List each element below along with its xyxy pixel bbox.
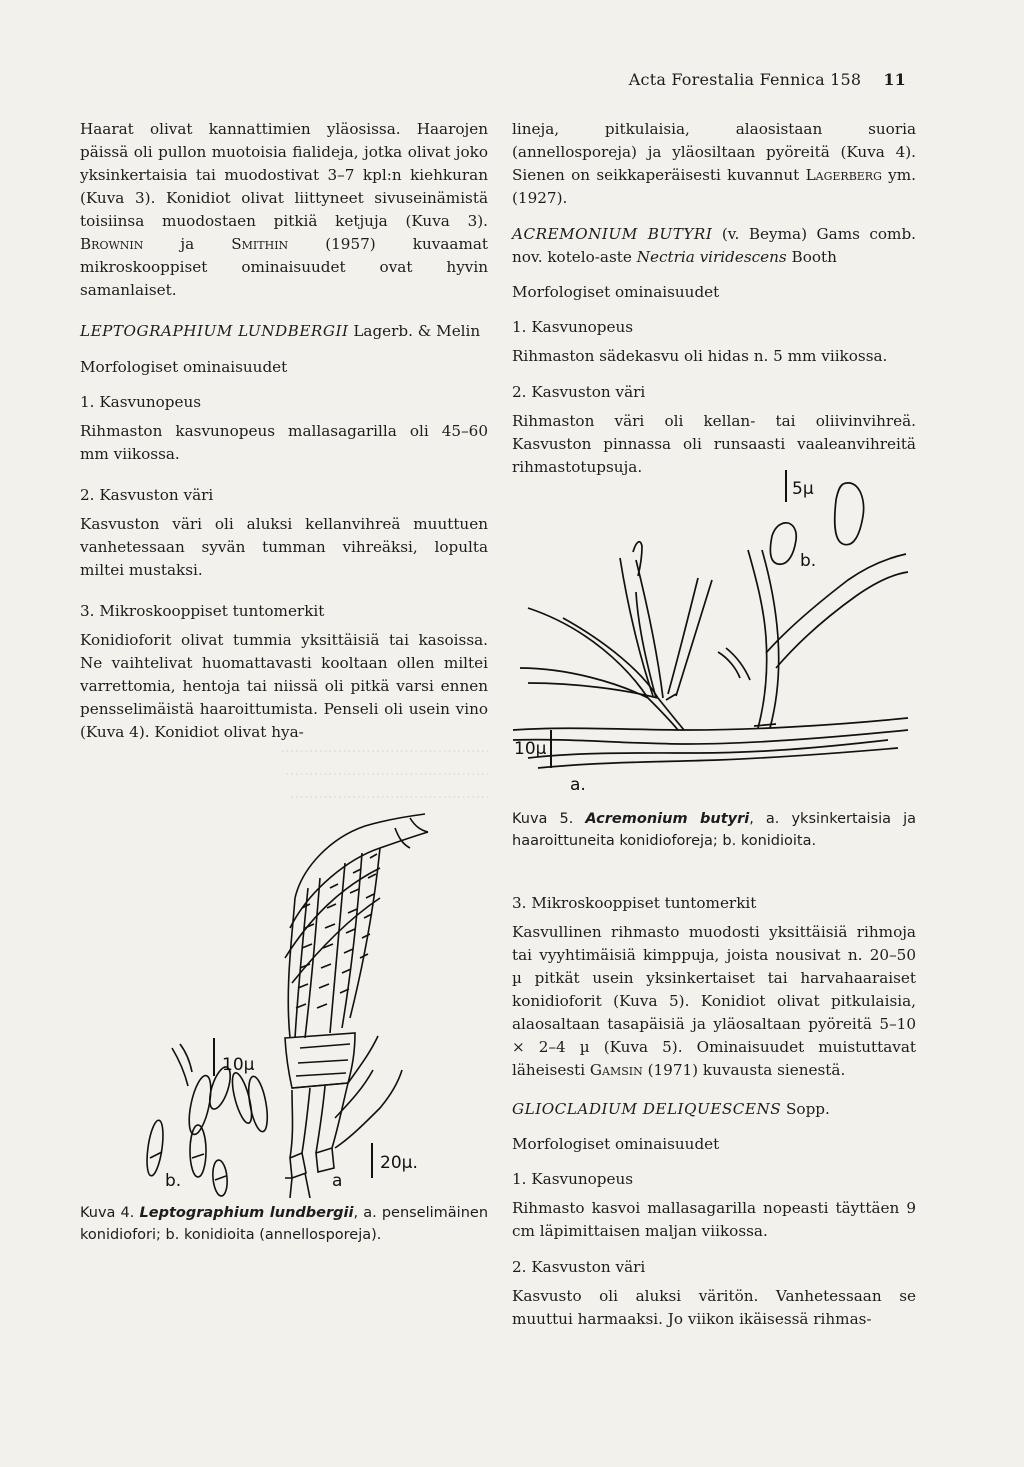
- species-authority: (v. Beyma) Gams comb. nov. kotelo-aste: [512, 225, 917, 266]
- paragraph: lineja, pitkulaisia, alaosistaan suoria (annellosporeja) ja yläosiltaan pyöreitä (Kuva 4). Sienen on seikkaperäisesti kuvannut Lagerberg ym. (1927).: [512, 120, 916, 207]
- paragraph: Konidioforit olivat tummia yksittäisiä tai kasoissa. Ne vaihtelivat huomattavasti kooltaan ollen miltei varrettomia, hentoja tai niissä oli pitkä varsi ennen pensselimäistä haaroittumista. Penseli oli usein vino (Kuva 4). Konidiot olivat hya-: [80, 631, 488, 741]
- subsection-heading: 1. Kasvunopeus: [512, 1170, 634, 1188]
- teleomorph-authority: Booth: [791, 248, 837, 266]
- subsection-heading: 2. Kasvuston väri: [512, 383, 646, 401]
- author-name: Brownin: [80, 235, 144, 253]
- scale-label-20: 20µ.: [380, 1153, 418, 1173]
- figure-4-caption: [80, 1202, 488, 1246]
- right-column-lower: [512, 880, 916, 1344]
- figure-5-drawing: [508, 468, 916, 798]
- panel-label-b: b.: [165, 1171, 182, 1191]
- scale-label-10: 10µ: [514, 739, 547, 759]
- section-heading: Morfologiset ominaisuudet: [512, 283, 720, 301]
- bleed-through-text: ············································ ··········································· ··········································: [280, 742, 490, 806]
- subsection-heading: 1. Kasvunopeus: [80, 393, 202, 411]
- figure-4-drawing: [80, 808, 500, 1198]
- paragraph: Kasvusto oli aluksi väritön. Vanhetessaan se muuttui harmaaksi. Jo viikon ikäisessä rihmas-: [512, 1287, 916, 1328]
- author-name: Lagerberg: [805, 166, 882, 184]
- figure-5: [508, 468, 916, 798]
- caption-species: Acremonium butyri: [585, 811, 750, 827]
- species-heading: [512, 1098, 916, 1121]
- scale-label-5: 5µ: [792, 479, 814, 499]
- journal-title: Acta Forestalia Fennica 158: [628, 70, 862, 89]
- caption-prefix: Kuva 4.: [80, 1205, 135, 1221]
- panel-label-a: a: [332, 1171, 343, 1191]
- paragraph: Kasvuston väri oli aluksi kellanvihreä muuttuen vanhetessaan syvän tumman vihreäksi, lopulta miltei mustaksi.: [80, 515, 488, 579]
- paragraph: Rihmaston sädekasvu oli hidas n. 5 mm viikossa.: [512, 347, 888, 365]
- caption-text: , a. penselimäinen konidiofori; b. konidioita (annellosporeja).: [80, 1205, 489, 1243]
- species-authority: Sopp.: [786, 1100, 830, 1118]
- author-name: Smithin: [231, 235, 289, 253]
- scale-label-10: 10µ: [222, 1055, 255, 1075]
- species-heading: [512, 223, 916, 269]
- subsection-heading: 3. Mikroskooppiset tuntomerkit: [80, 602, 325, 620]
- subsection-heading: 1. Kasvunopeus: [512, 318, 634, 336]
- section-heading: Morfologiset ominaisuudet: [80, 358, 288, 376]
- paragraph: Haarat olivat kannattimien yläosissa. Haarojen päissä oli pullon muotoisia fialideja, jotka olivat joko yksinkertaisia tai muodostivat 3–7 kpl:n kiehkuran (Kuva 3). Konidiot olivat liittyneet sivuseinämistä toisiinsa muodostaen pitkiä ketjuja (Kuva 3). Brownin ja Smithin (1957) kuvaamat mikroskooppiset ominaisuudet ovat hyvin samanlaiset.: [80, 120, 489, 299]
- section-heading: Morfologiset ominaisuudet: [512, 1135, 720, 1153]
- conidia-group: [770, 483, 863, 564]
- caption-species: Leptographium lundbergii: [139, 1205, 354, 1221]
- author-name: Gamsin: [589, 1061, 643, 1079]
- species-heading: [80, 320, 488, 343]
- penicillus-conidiophore: [285, 814, 428, 1198]
- paragraph: Rihmaston kasvunopeus mallasagarilla oli 45–60 mm viikossa.: [80, 422, 488, 463]
- left-column: [80, 118, 488, 757]
- species-name: LEPTOGRAPHIUM LUNDBERGII: [80, 322, 349, 340]
- figure-4: [80, 808, 500, 1198]
- caption-prefix: Kuva 5.: [512, 811, 574, 827]
- subsection-heading: 3. Mikroskooppiset tuntomerkit: [512, 894, 757, 912]
- hyphae-and-conidiophores: [513, 542, 908, 768]
- paragraph: Kasvullinen rihmasto muodosti yksittäisiä rihmoja tai vyyhtimäisiä kimppuja, joista nousivat n. 20–50 µ pitkät usein yksinkertaiset tai harvahaaraiset konidioforit (Kuva 5). Konidiot olivat pitkulaisia, alaosaltaan tasapäisiä ja yläosaltaan pyöreitä 5–10 × 2–4 µ (Kuva 5). Ominaisuudet muistuttavat läheisesti Gamsin (1971) kuvausta sienestä.: [512, 923, 916, 1079]
- figure-5-caption: [512, 808, 916, 852]
- subsection-heading: 2. Kasvuston väri: [512, 1258, 646, 1276]
- caption-text: , a. yksinkertaisia ja haaroittuneita konidioforeja; b. konidioita.: [512, 811, 917, 849]
- species-name: GLIOCLADIUM DELIQUESCENS: [512, 1100, 782, 1118]
- subsection-heading: 2. Kasvuston väri: [80, 486, 214, 504]
- running-header: [0, 70, 906, 89]
- panel-label-a: a.: [570, 775, 586, 795]
- paragraph: Rihmaston väri oli kellan- tai oliivinvihreä. Kasvuston pinnassa oli runsaasti vaaleanvihreitä rihmastotupsuja.: [512, 412, 916, 476]
- panel-label-b: b.: [800, 551, 817, 571]
- species-authority: Lagerb. & Melin: [353, 322, 481, 340]
- paragraph: Rihmasto kasvoi mallasagarilla nopeasti täyttäen 9 cm läpimittaisen maljan viikossa.: [512, 1199, 916, 1240]
- page-number: 11: [883, 70, 906, 89]
- species-name: ACREMONIUM BUTYRI: [512, 225, 713, 243]
- right-column: [512, 118, 916, 492]
- teleomorph-name: Nectria viridescens: [636, 248, 787, 266]
